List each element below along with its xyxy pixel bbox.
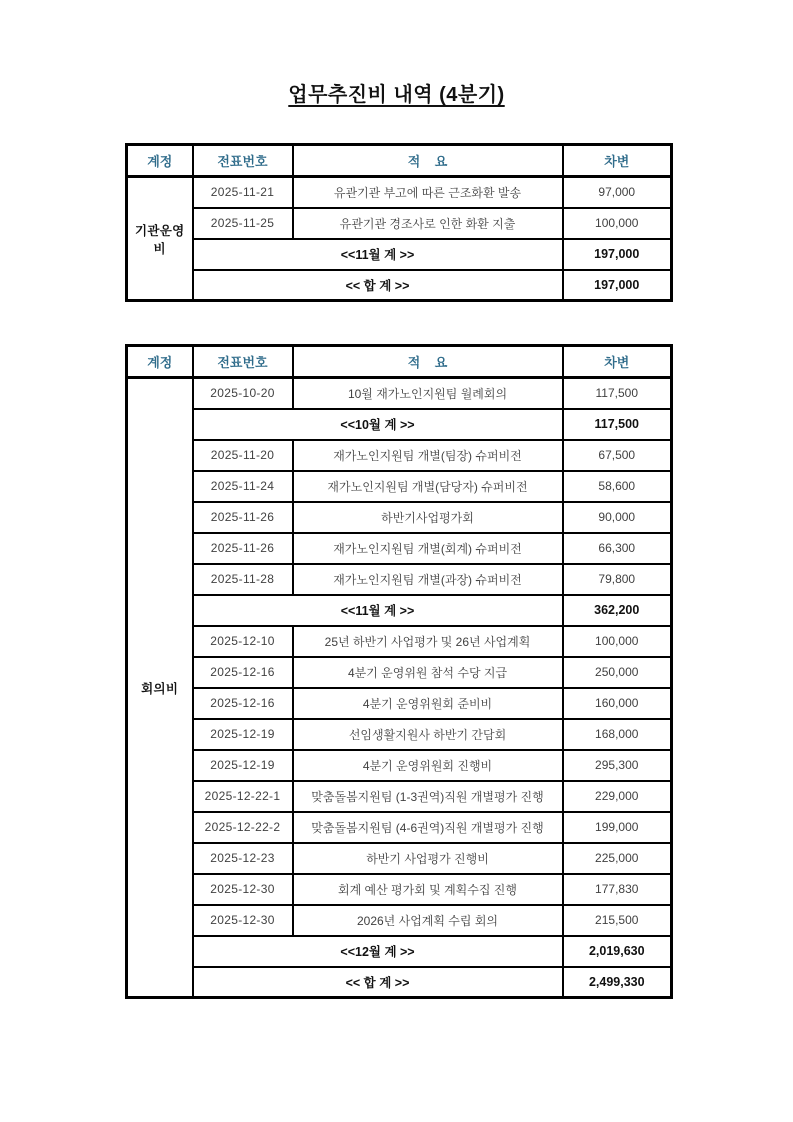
account-cell: 회의비 [127,378,193,998]
expense-tables-container [0,143,793,999]
description-cell: 4분기 운영위원 참석 수당 지급 [293,657,563,688]
voucher-cell: 2025-12-10 [193,626,293,657]
description-cell: 25년 하반기 사업평가 및 26년 사업계획 [293,626,563,657]
voucher-cell: 2025-12-30 [193,905,293,936]
table-row [127,874,672,905]
voucher-cell: 2025-12-22-2 [193,812,293,843]
summary-debit-cell: 362,200 [563,595,672,626]
voucher-cell: 2025-12-22-1 [193,781,293,812]
voucher-cell: 2025-12-30 [193,874,293,905]
summary-row [127,409,672,440]
summary-row [127,595,672,626]
column-header-description: 적 요 [293,346,563,378]
description-cell: 하반기사업평가회 [293,502,563,533]
debit-cell: 90,000 [563,502,672,533]
table-row [127,688,672,719]
voucher-cell: 2025-10-20 [193,378,293,409]
voucher-cell: 2025-12-16 [193,657,293,688]
debit-cell: 295,300 [563,750,672,781]
description-cell: 4분기 운영위원회 진행비 [293,750,563,781]
table-row [127,533,672,564]
voucher-cell: 2025-12-19 [193,719,293,750]
column-header-voucher: 전표번호 [193,145,293,177]
debit-cell: 177,830 [563,874,672,905]
summary-label-cell: << 합 계 >> [193,967,563,998]
voucher-cell: 2025-12-23 [193,843,293,874]
debit-cell: 250,000 [563,657,672,688]
summary-debit-cell: 2,019,630 [563,936,672,967]
description-cell: 유관기관 부고에 따른 근조화환 발송 [293,177,563,208]
description-cell: 재가노인지원팀 개별(과장) 슈퍼비전 [293,564,563,595]
table-row [127,750,672,781]
description-cell: 회계 예산 평가회 및 계획수집 진행 [293,874,563,905]
description-cell: 재가노인지원팀 개별(팀장) 슈퍼비전 [293,440,563,471]
table-row [127,440,672,471]
debit-cell: 97,000 [563,177,672,208]
voucher-cell: 2025-11-26 [193,502,293,533]
summary-row [127,936,672,967]
description-cell: 4분기 운영위원회 준비비 [293,688,563,719]
summary-debit-cell: 117,500 [563,409,672,440]
summary-debit-cell: 197,000 [563,270,672,301]
summary-row [127,270,672,301]
debit-cell: 58,600 [563,471,672,502]
table-row [127,719,672,750]
summary-label-cell: <<12월 계 >> [193,936,563,967]
debit-cell: 66,300 [563,533,672,564]
description-cell: 맞춤돌봄지원팀 (4-6권역)직원 개별평가 진행 [293,812,563,843]
voucher-cell: 2025-11-28 [193,564,293,595]
account-cell: 기관운영비 [127,177,193,301]
table-row [127,905,672,936]
summary-label-cell: <<10월 계 >> [193,409,563,440]
voucher-cell: 2025-11-21 [193,177,293,208]
summary-debit-cell: 197,000 [563,239,672,270]
summary-row [127,967,672,998]
table-row [127,626,672,657]
description-cell: 유관기관 경조사로 인한 화환 지출 [293,208,563,239]
debit-cell: 215,500 [563,905,672,936]
description-cell: 맞춤돌봄지원팀 (1-3권역)직원 개별평가 진행 [293,781,563,812]
voucher-cell: 2025-12-19 [193,750,293,781]
table-row [127,502,672,533]
summary-label-cell: <<11월 계 >> [193,595,563,626]
summary-label-cell: << 합 계 >> [193,270,563,301]
column-header-debit: 차변 [563,145,672,177]
table-header-row [127,346,672,378]
debit-cell: 229,000 [563,781,672,812]
table-row [127,781,672,812]
description-cell: 재가노인지원팀 개별(담당자) 슈퍼비전 [293,471,563,502]
debit-cell: 168,000 [563,719,672,750]
table-row [127,564,672,595]
debit-cell: 100,000 [563,626,672,657]
table-row [127,208,672,239]
debit-cell: 199,000 [563,812,672,843]
description-cell: 2026년 사업계획 수립 회의 [293,905,563,936]
voucher-cell: 2025-11-26 [193,533,293,564]
voucher-cell: 2025-12-16 [193,688,293,719]
debit-cell: 67,500 [563,440,672,471]
voucher-cell: 2025-11-25 [193,208,293,239]
table-row [127,657,672,688]
voucher-cell: 2025-11-20 [193,440,293,471]
table-row [127,378,672,409]
column-header-account: 계정 [127,346,193,378]
table-row [127,812,672,843]
expense-table [125,143,673,302]
table-row [127,843,672,874]
column-header-description: 적 요 [293,145,563,177]
voucher-cell: 2025-11-24 [193,471,293,502]
table-row [127,471,672,502]
description-cell: 10월 재가노인지원팀 월례회의 [293,378,563,409]
summary-row [127,239,672,270]
description-cell: 하반기 사업평가 진행비 [293,843,563,874]
column-header-voucher: 전표번호 [193,346,293,378]
description-cell: 재가노인지원팀 개별(회계) 슈퍼비전 [293,533,563,564]
debit-cell: 225,000 [563,843,672,874]
description-cell: 선임생활지원사 하반기 간담회 [293,719,563,750]
summary-debit-cell: 2,499,330 [563,967,672,998]
page-title-text: 업무추진비 내역 (4분기) [288,84,505,106]
debit-cell: 160,000 [563,688,672,719]
table-header-row [127,145,672,177]
summary-label-cell: <<11월 계 >> [193,239,563,270]
debit-cell: 117,500 [563,378,672,409]
expense-table [125,344,673,999]
column-header-account: 계정 [127,145,193,177]
page-title [0,0,793,108]
table-row [127,177,672,208]
debit-cell: 79,800 [563,564,672,595]
column-header-debit: 차변 [563,346,672,378]
debit-cell: 100,000 [563,208,672,239]
